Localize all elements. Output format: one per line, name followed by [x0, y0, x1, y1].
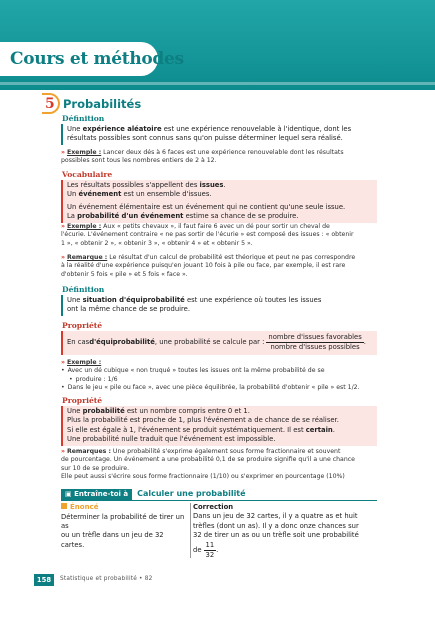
exercise-title: Calculer une probabilité [137, 489, 246, 499]
exercise-rule [61, 500, 377, 501]
column-divider [190, 503, 191, 558]
definition-box [61, 124, 377, 145]
definition-line: résultats possibles sont connus sans qu'on puisse déterminer lequel sera réalisé. [67, 134, 343, 143]
footer-text: Statistique et probabilité • 82 [60, 576, 153, 582]
remark-paragraph: » Remarque : Le résultat d'un calcul de probabilité est théorique et peut ne pas correspondre à la réalité d'une expérience puisqu'en jouant 10 fois à pile ou face, par exemple, il est rare d'obtenir 5 fois « pile » et 5 fois « face ». [61, 254, 356, 278]
definition-box [61, 295, 377, 316]
example-label: Exemple : [66, 359, 102, 366]
vocab-line: Un événement élémentaire est un événement qui ne contient qu'une seule issue. [67, 202, 346, 211]
propriete-box: En cas d'équiprobabilité , une probabilité se calcule par : $\frac{\text{nombre d'issues favorables}}{\text{nombre d'issues possibles}}$ . [61, 331, 377, 355]
example-paragraph: » Exemple : • Avec un dé cubique « non truqué » toutes les issues ont la même probabilité de se • produire : 1/6 • Dans le jeu « pile ou face », avec une pièce équilibrée, la probabilité d'obtenir « pile » est 1/2. [61, 359, 379, 392]
section-number-arc [42, 93, 60, 114]
propriete-line: Une probabilité est un nombre compris entre 0 et 1. [67, 407, 250, 415]
answer-fraction: $\frac{11}{32}$ [205, 540, 215, 559]
exercise-statement: Énoncé Déterminer la probabilité de tirer un as ou un trèfle dans un jeu de 32 cartes. [61, 503, 189, 550]
propriete-line: Une probabilité nulle traduit que l'événement est impossible. [67, 435, 276, 444]
definition-heading: Définition [62, 285, 105, 294]
list-item: • produire : 1/6 [61, 376, 379, 384]
vocab-line: Les résultats possibles s'appellent des issues. [67, 181, 226, 189]
exercise-heading [61, 489, 246, 500]
example-label: Exemple : [66, 149, 102, 156]
section-title: Probabilités [63, 96, 142, 111]
square-icon [61, 503, 67, 509]
remark-label: Remarque : [66, 254, 108, 261]
exercise-tag: ▣ Entraîne-toi à [61, 489, 132, 500]
header-banner [0, 0, 435, 90]
definition-line: Une situation d'équiprobabilité est une expérience où toutes les issues [67, 296, 322, 304]
statement-label: Énoncé [61, 503, 189, 513]
vocab-line: Un événement est un ensemble d'issues. [67, 190, 212, 199]
list-item: • Avec un dé cubique « non truqué » toutes les issues ont la même probabilité de se [61, 367, 379, 375]
section-number: 5 [45, 95, 61, 114]
probability-fraction: $\frac{\text{nombre d'issues favorables}}{\text{nombre d'issues possibles}}$ [268, 333, 362, 352]
header-rule [0, 82, 435, 85]
propriete-heading: Propriété [62, 396, 103, 405]
remark-paragraph: » Remarques : Une probabilité s'exprime également sous forme fractionnaire et souvent de pourcentage. Un événement a une probabilité 0,1 de se produire signifie qu'il a une chance sur 10 de se produire. Elle peut aussi s'écrire sous forme fractionnaire (1/10) ou s'exprimer en pourcentage (10%) [61, 448, 355, 480]
vocab-line: La probabilité d'un événement estime sa chance de se produire. [67, 212, 299, 221]
section-heading [45, 95, 141, 114]
propriete-box [61, 406, 377, 446]
propriete-line: Si elle est égale à 1, l'événement se produit systématiquement. Il est certain. [67, 425, 335, 434]
exercise-correction: Correction Dans un jeu de 32 cartes, il y a quatre as et huit trèfles (dont un as). Il y a donc onze chances sur 32 de tirer un as ou un trèfle soit une probabilité de $\frac{11}{32}$ . [193, 503, 379, 560]
remark-label: Remarques : [66, 448, 111, 455]
correction-label: Correction [193, 503, 234, 511]
vocabulaire-heading: Vocabulaire [62, 170, 113, 179]
example-paragraph: » Exemple : Aux « petits chevaux », il faut faire 6 avec un dé pour sortir un cheval de l'écurie. L'événement contraire « ne pas sortir de l'écurie » est composé des issues : « obtenir 1 », « obtenir 2 », « obtenir 3 », « obtenir 4 » et « obtenir 5 ». [61, 223, 354, 247]
propriete-line: Plus la probabilité est proche de 1, plus l'événement a de chance de se réaliser. [67, 416, 339, 425]
propriete-heading: Propriété [62, 321, 103, 330]
definition-line: Une expérience aléatoire est une expérience renouvelable à l'identique, dont les [67, 125, 352, 133]
definition-heading: Définition [62, 114, 105, 123]
example-label: Exemple : [66, 223, 102, 230]
example-paragraph: » Exemple : Lancer deux dés à 6 faces est une expérience renouvelable dont les résultats possibles sont tous les nombres entiers de 2 à 12. [61, 149, 344, 165]
page-title: Cours et méthodes [10, 49, 184, 69]
vocabulaire-box [61, 180, 377, 223]
list-item: • Dans le jeu « pile ou face », avec une pièce équilibrée, la probabilité d'obtenir « pile » est 1/2. [61, 384, 379, 392]
page-number: 158 [34, 574, 54, 586]
definition-line: ont la même chance de se produire. [67, 305, 191, 314]
